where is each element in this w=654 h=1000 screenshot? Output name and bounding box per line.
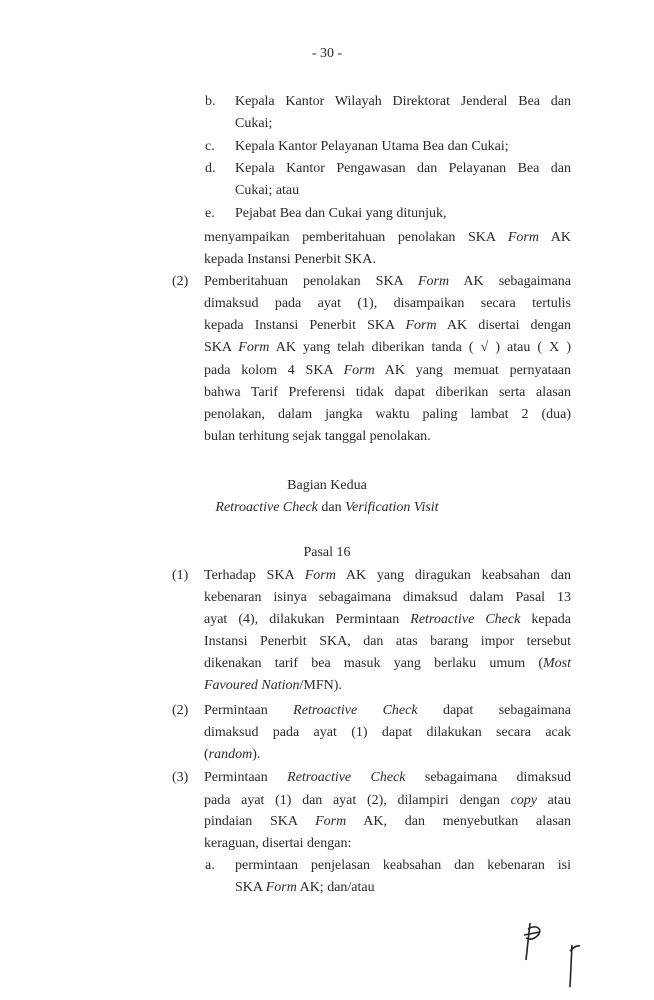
text-line [0, 769, 654, 787]
line-text [204, 339, 571, 357]
italic-text: Retroactive Check [293, 703, 418, 718]
text-segment: dimaksud pada ayat (1), disampaikan secara tertulis [204, 296, 571, 311]
text-line [0, 792, 654, 810]
line-text [287, 478, 367, 493]
line-text [204, 589, 571, 607]
item-label: e. [205, 206, 215, 221]
line-text [204, 317, 571, 335]
text-line [0, 879, 654, 897]
text-segment: AK yang diragukan keabsahan dan [335, 568, 571, 583]
text-line [0, 746, 654, 764]
text-segment: Kepala Kantor Pengawasan dan Pelayanan Bea dan [235, 161, 571, 176]
line-text [235, 115, 272, 133]
line-text [204, 384, 571, 402]
italic-text: copy [510, 793, 537, 808]
line-text [204, 813, 571, 831]
line-text [235, 182, 299, 200]
italic-text: Form [304, 568, 336, 583]
text-segment: menyampaikan pemberitahuan penolakan SKA [204, 230, 508, 245]
text-segment: pindaian SKA [204, 814, 316, 829]
line-text [204, 835, 351, 853]
italic-text: Form [343, 363, 375, 378]
text-line [0, 655, 654, 673]
text-line [0, 724, 654, 742]
text-line [0, 702, 654, 720]
text-segment: Cukai; atau [235, 183, 300, 198]
line-text [215, 500, 438, 515]
italic-text: Form [405, 318, 437, 333]
italic-text: Form [238, 340, 270, 355]
line-text [204, 406, 571, 424]
text-segment: AK [538, 230, 571, 245]
line-text [204, 273, 571, 291]
text-segment: Kepala Kantor Pelayanan Utama Bea dan Cukai; [235, 139, 509, 154]
text-segment: permintaan penjelasan keabsahan dan kebenaran isi [235, 858, 571, 873]
text-segment: kebenaran isinya sebagaimana dimaksud dalam Pasal 13 [204, 590, 571, 605]
line-text [235, 160, 571, 178]
text-line [0, 499, 654, 517]
text-segment: AK disertai dengan [436, 318, 571, 333]
italic-text: Retroactive Check [410, 612, 521, 627]
text-line [0, 182, 654, 200]
text-segment: AK yang telah diberikan tanda ( √ ) atau ( X ) [269, 340, 571, 355]
text-segment: Cukai; [235, 116, 273, 131]
line-text [204, 611, 571, 629]
text-segment: kepada [520, 612, 571, 627]
line-text [204, 633, 571, 651]
line-text [204, 724, 571, 742]
italic-text: Favoured Nation [204, 678, 300, 693]
text-line [0, 229, 654, 247]
line-text [204, 295, 571, 313]
text-segment: AK, dan menyebutkan alasan [346, 814, 571, 829]
text-segment: Pasal 16 [303, 545, 351, 560]
line-text [235, 93, 571, 111]
line-text [204, 746, 260, 764]
text-line [0, 406, 654, 424]
text-line [0, 205, 654, 223]
italic-text: Form [417, 274, 450, 289]
text-segment: AK; dan/atau [296, 880, 375, 895]
line-text [204, 769, 571, 787]
italic-text: Verification Visit [345, 500, 439, 515]
text-segment: Bagian Kedua [287, 478, 367, 493]
text-segment: atau [537, 793, 571, 808]
italic-text: Form [315, 814, 347, 829]
italic-text: Retroactive Check [287, 770, 406, 785]
text-line [0, 813, 654, 831]
italic-text: Form [265, 880, 297, 895]
text-segment: ( [204, 747, 209, 762]
line-text [235, 138, 509, 156]
item-label: d. [205, 161, 216, 176]
text-segment: dan [317, 500, 346, 515]
item-label: (2) [172, 274, 189, 289]
text-segment: pada kolom 4 SKA [204, 363, 344, 378]
italic-text: random [208, 747, 253, 762]
text-line [0, 93, 654, 111]
text-segment: Kepala Kantor Wilayah Direktorat Jenderal Bea dan [235, 94, 571, 109]
text-line [0, 633, 654, 651]
text-line [0, 317, 654, 335]
text-segment: keraguan, disertai dengan: [204, 836, 352, 851]
text-line [0, 428, 654, 446]
text-segment: SKA [204, 340, 239, 355]
text-segment: Terhadap SKA [204, 568, 305, 583]
text-segment: AK sebagaimana [449, 274, 571, 289]
signature-initials [520, 915, 590, 990]
text-line [0, 115, 654, 133]
line-text [235, 857, 571, 875]
line-text [204, 655, 571, 673]
item-label: a. [205, 858, 215, 873]
italic-text: Retroactive Check [215, 500, 318, 515]
line-text [303, 545, 350, 560]
text-segment: sebagaimana dimaksud [405, 770, 571, 785]
text-line [0, 384, 654, 402]
text-segment: Pejabat Bea dan Cukai yang ditunjuk, [235, 206, 447, 221]
text-line [0, 611, 654, 629]
text-segment: Pemberitahuan penolakan SKA [204, 274, 418, 289]
text-line [0, 857, 654, 875]
text-line [0, 835, 654, 853]
line-text [204, 677, 342, 695]
text-segment: kepada Instansi Penerbit SKA. [204, 252, 376, 267]
text-line [0, 477, 654, 495]
text-segment: dimaksud pada ayat (1) dapat dilakukan secara acak [204, 725, 571, 740]
text-segment: bahwa Tarif Preferensi tidak dapat diberikan serta alasan [204, 385, 571, 400]
text-segment: pada ayat (1) dan ayat (2), dilampiri dengan [204, 793, 511, 808]
text-segment: Permintaan [204, 703, 294, 718]
text-line [0, 339, 654, 357]
page-number: - 30 - [311, 46, 343, 61]
text-segment: Instansi Penerbit SKA, dan atas barang impor tersebut [204, 634, 571, 649]
line-text [204, 702, 571, 720]
text-line [0, 362, 654, 380]
text-segment: kepada Instansi Penerbit SKA [204, 318, 406, 333]
item-label: (2) [172, 703, 189, 718]
text-segment: dapat sebagaimana [417, 703, 571, 718]
text-segment: ). [252, 747, 261, 762]
text-line [0, 273, 654, 291]
text-segment: SKA [235, 880, 266, 895]
item-label: (1) [172, 568, 189, 583]
text-line [0, 251, 654, 269]
text-segment: Permintaan [204, 770, 288, 785]
item-label: b. [205, 94, 216, 109]
item-label: (3) [172, 770, 189, 785]
line-text [204, 229, 571, 247]
line-text [204, 792, 571, 810]
line-text [204, 251, 376, 269]
italic-text: Form [507, 230, 539, 245]
text-line [0, 589, 654, 607]
text-line [0, 544, 654, 562]
text-segment: /MFN). [299, 678, 342, 693]
text-segment: AK yang memuat pernyataan [374, 363, 571, 378]
text-segment: bulan terhitung sejak tanggal penolakan. [204, 429, 431, 444]
item-label: c. [205, 139, 215, 154]
italic-text: Most [543, 656, 571, 671]
line-text [235, 205, 447, 223]
text-segment: dikenakan tarif bea masuk yang berlaku umum ( [204, 656, 543, 671]
line-text [204, 362, 571, 380]
text-segment: penolakan, dalam jangka waktu paling lambat 2 (dua) [204, 407, 571, 422]
line-text [204, 567, 571, 585]
text-line [0, 160, 654, 178]
text-segment: ayat (4), dilakukan Permintaan [204, 612, 411, 627]
text-line [0, 138, 654, 156]
line-text [204, 428, 431, 446]
text-line [0, 677, 654, 695]
line-text [235, 879, 375, 897]
text-line [0, 567, 654, 585]
text-line [0, 295, 654, 313]
